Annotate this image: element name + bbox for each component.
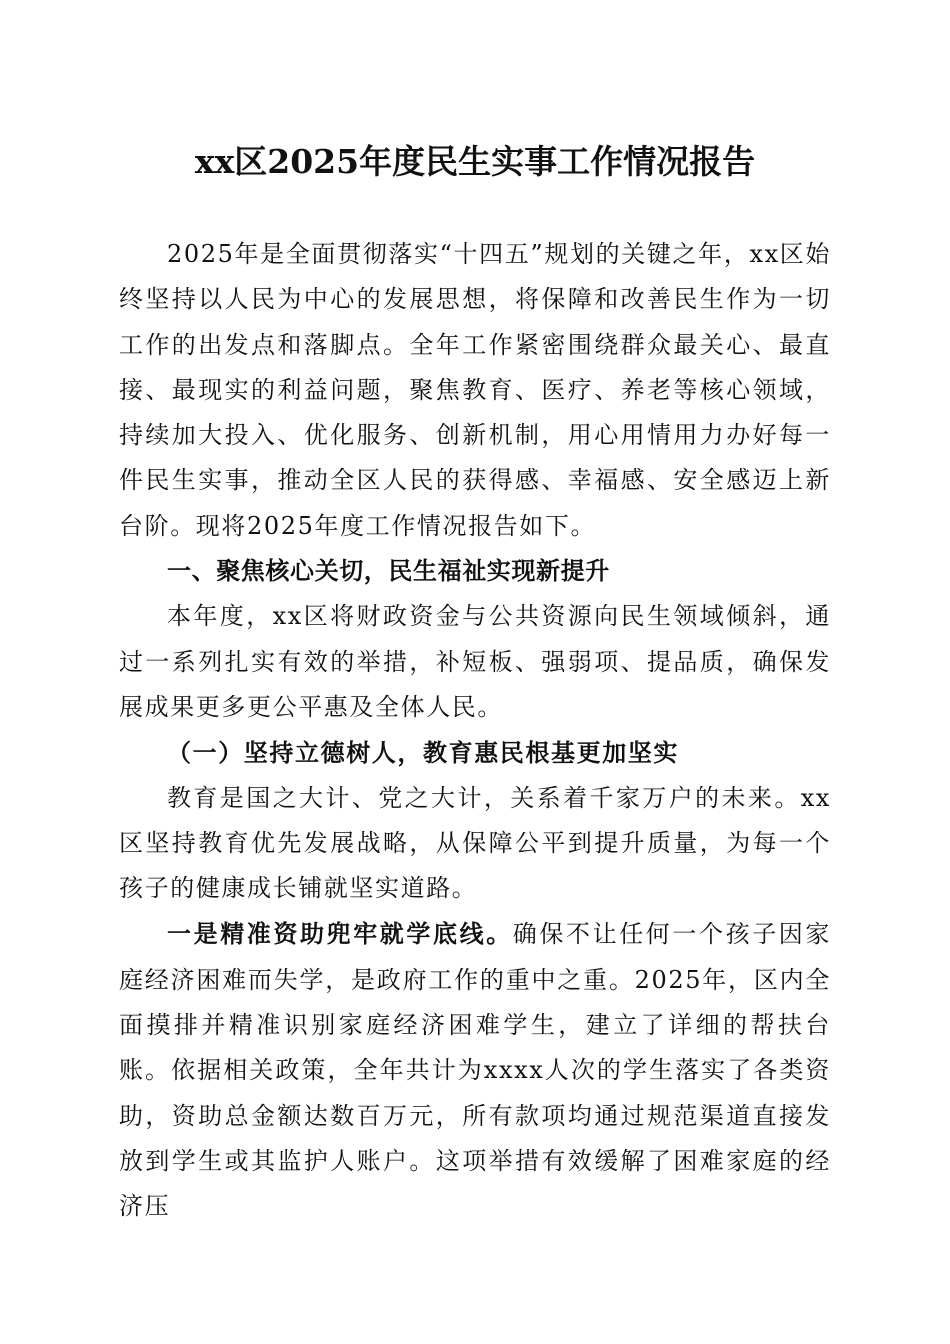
- point-1-lead: 一是精准资助兜牢就学底线。: [167, 919, 513, 949]
- section-1-paragraph: 本年度，xx区将财政资金与公共资源向民生领域倾斜，通过一系列扎实有效的举措，补短板、强弱项、提品质，确保发展成果更多更公平惠及全体人民。: [119, 602, 831, 721]
- point-1-body: 确保不让任何一个孩子因家庭经济困难而失学，是政府工作的重中之重。2025年，区内全面摸排并精准识别家庭经济困难学生，建立了详细的帮扶台账。依据相关政策，全年共计为xxxx人次的学生落实了各类资助，资助总金额达数百万元，所有款项均通过规范渠道直接发放到学生或其监护人账户。这项举措有效缓解了困难家庭的经济压: [119, 920, 831, 1221]
- subsection-1-paragraph: 教育是国之大计、党之大计，关系着千家万户的未来。xx区坚持教育优先发展战略，从保障公平到提升质量，为每一个孩子的健康成长铺就坚实道路。: [119, 783, 831, 903]
- subsection-heading-1: （一）坚持立德树人，教育惠民根基更加坚实: [167, 738, 679, 768]
- point-1-paragraph: [119, 911, 831, 1229]
- intro-paragraph: 2025年是全面贯彻落实“十四五”规划的关键之年，xx区始终坚持以人民为中心的发展思想，将保障和改善民生作为一切工作的出发点和落脚点。全年工作紧密围绕群众最关心、最直接、最现实的利益问题，聚焦教育、医疗、养老等核心领域，持续加大投入、优化服务、创新机制，用心用情用力办好每一件民生实事，推动全区人民的获得感、幸福感、安全感迈上新台阶。现将2025年度工作情况报告如下。: [119, 240, 831, 540]
- document-body: [119, 232, 831, 1230]
- section-heading-1: 一、聚焦核心关切，民生福祉实现新提升: [167, 557, 610, 586]
- document-title: xx区2025年度民生实事工作情况报告: [194, 142, 756, 181]
